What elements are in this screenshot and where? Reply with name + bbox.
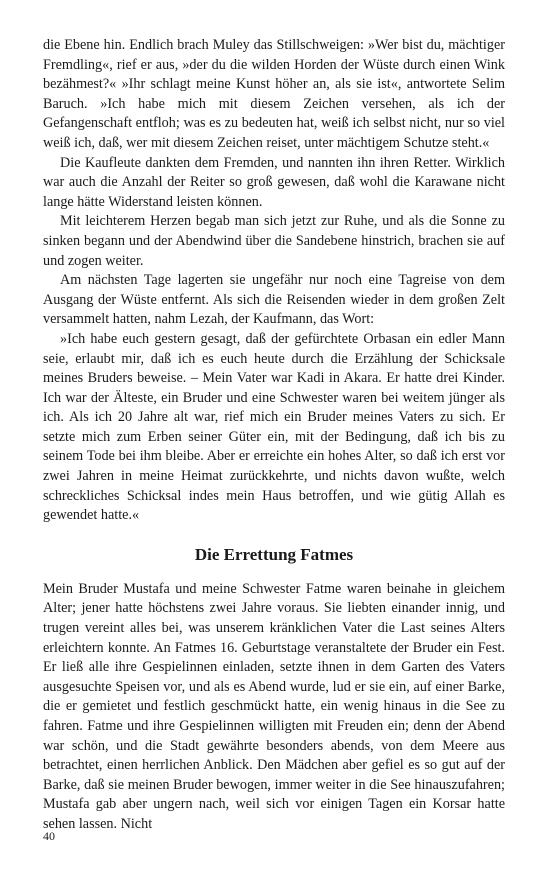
chapter-heading: Die Errettung Fatmes [194, 544, 354, 564]
page-body [43, 36, 505, 835]
page-number: 40 [43, 829, 55, 843]
paragraph: Am nächsten Tage lagerten sie ungefähr nur noch eine Tagreise von dem Ausgang der Wüste entfernt. Als sich die Reisenden wieder in dem großen Zelt versammelt hatten, nahm Lezah, der Kaufmann, das Wort: [43, 272, 505, 328]
paragraph: »Ich habe euch gestern gesagt, daß der gefürchtete Orbasan ein edler Mann seie, erlaubt mir, daß ich es euch heute durch die Erzählung der Schicksale meines Bruders beweise. – Mein Vater war Kadi in Akara. Er hatte drei Kinder. Ich war der Älteste, ein Bruder und eine Schwester waren bei weitem jünger als ich. Als ich 20 Jahre alt war, rief mich ein Bruder meines Vaters zu sich. Er setzte mich zum Erben seiner Güter ein, mit der Bedingung, daß ich bis zu seinem Tode bei ihm bleibe. Aber er erreichte ein hohes Alter, so daß ich erst vor zwei Jahren in meine Heimat zurückkehrte, und nichts davon wußte, welch schreckliches Schicksal indes mein Haus betroffen, und wie gütig Allah es gewendet hatte.« [43, 330, 505, 524]
paragraph: Die Kaufleute dankten dem Fremden, und nannten ihn ihren Retter. Wirklich war auch die Anzahl der Reiter so groß gewesen, daß wohl die Karawane nicht lange hätte Widerstand leisten können. [43, 154, 505, 210]
paragraph: Mein Bruder Mustafa und meine Schwester Fatme waren beinahe in gleichem Alter; jener hatte höchstens zwei Jahre voraus. Sie liebten einander innig, und trugen vereint alles bei, was unserem kränklichen Vater die Last seines Alters erleichtern konnte. An Fatmes 16. Geburtstage veranstaltete der Bruder ein Fest. Er ließ alle ihre Gespielinnen einladen, setzte ihnen in dem Garten des Vaters ausgesuchte Speisen vor, und als es Abend wurde, lud er sie ein, auf einer Barke, die er gemietet und festlich geschmückt hatte, ein wenig hinaus in die See zu fahren. Fatme und ihre Gespielinnen willigten mit Freuden ein; denn der Abend war schön, und die Stadt gewährte besonders abends, von dem Meere aus betrachtet, einen herrlichen Anblick. Den Mädchen aber gefiel es so gut auf der Barke, daß sie meinen Bruder bewogen, immer weiter in die See hinauszufahren; Mustafa gab aber ungern nach, weil sich vor einigen Tagen ein Korsar hatte sehen lassen. Nicht [43, 580, 505, 832]
paragraph: Mit leichterem Herzen begab man sich jetzt zur Ruhe, und als die Sonne zu sinken begann und der Abendwind über die Sandebene hinstrich, brachen sie auf und zogen weiter. [43, 213, 505, 269]
paragraph: die Ebene hin. Endlich brach Muley das Stillschweigen: »Wer bist du, mächtiger Fremdling«, rief er aus, »der du die wilden Horden der Wüste durch einen Wink bezähmest?« »Ihr schlagt meine Kunst höher an, als sie ist«, antwortete Selim Baruch. »Ich habe mich mit diesem Zeichen versehen, als ich der Gefangenschaft entfloh; was es zu bedeuten hat, weiß ich selbst nicht, nur so viel weiß ich, daß, wer mit diesem Zeichen reiset, unter mächtigem Schutze steht.« [43, 37, 505, 151]
